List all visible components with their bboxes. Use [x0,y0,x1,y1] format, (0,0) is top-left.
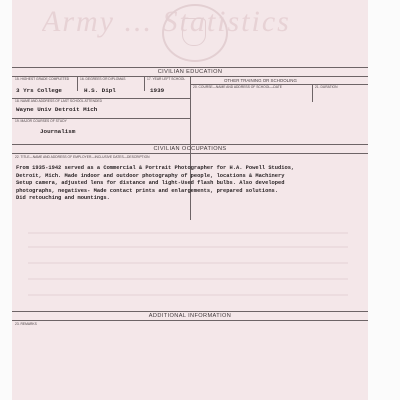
section-title-civilian-education: CIVILIAN EDUCATION [157,69,223,75]
faint-line [28,294,348,296]
value-highest-grade: 3 Yrs College [16,87,62,94]
label-last-school: 18. NAME AND ADDRESS OF LAST SCHOOL ATTENDED [15,99,102,103]
occupation-description [16,165,362,203]
faint-line [28,262,348,264]
label-remarks: 23. REMARKS [15,322,37,326]
label-degrees: 16. DEGREES OR DIPLOMAS [80,77,126,81]
divider [312,84,313,102]
description-line: Setup camera, adjusted lens for distance and light-Used flash bulbs. Also developed [16,180,285,187]
divider [144,76,145,91]
label-major-courses: 19. MAJOR COURSES OF STUDY [15,119,67,123]
value-degrees: H.S. Dipl [84,87,116,94]
divider [12,67,368,68]
divider [12,153,368,154]
description-line: Did retouching and mountings. [16,195,110,202]
faint-line [28,232,348,234]
label-other-training: OTHER TRAINING OR SCHOOLING [224,78,297,83]
label-duration: 21. DURATION [315,85,338,89]
value-major-courses: Journalism [40,128,76,135]
value-last-school: Wayne Univ Detroit Mich [16,106,98,113]
label-year-left: 17. YEAR LEFT SCHOOL [147,77,186,81]
section-title-additional-information: ADDITIONAL INFORMATION [148,313,232,319]
label-occupation: 22. TITLE—NAME AND ADDRESS OF EMPLOYER—INCLUSIVE DATES—DESCRIPTION [15,155,150,159]
divider [12,311,368,312]
label-highest-grade: 15. HIGHEST GRADE COMPLETED [15,77,70,81]
description-line: photographs, negatives- Made contact prints and enlargements, prepared solutions. [16,187,279,194]
divider [77,76,78,91]
description-line: Detroit, Mich. Made indoor and outdoor photography of people, locations & Machinery [16,172,285,179]
eagle-seal-icon [162,4,228,62]
description-line: From 1935-1942 served as a Commercial & Portrait Photographer for H.A. Powell Studios, [16,165,295,171]
form-header-faint: Army ... Statistics [42,5,291,38]
divider [12,144,368,145]
faint-line [28,246,348,248]
faint-line [28,278,348,280]
divider [12,320,368,321]
section-title-civilian-occupations: CIVILIAN OCCUPATIONS [153,146,227,152]
value-year-left: 1939 [150,87,165,94]
label-courses: 20. COURSE—NAME AND ADDRESS OF SCHOOL—DATE [193,85,282,89]
